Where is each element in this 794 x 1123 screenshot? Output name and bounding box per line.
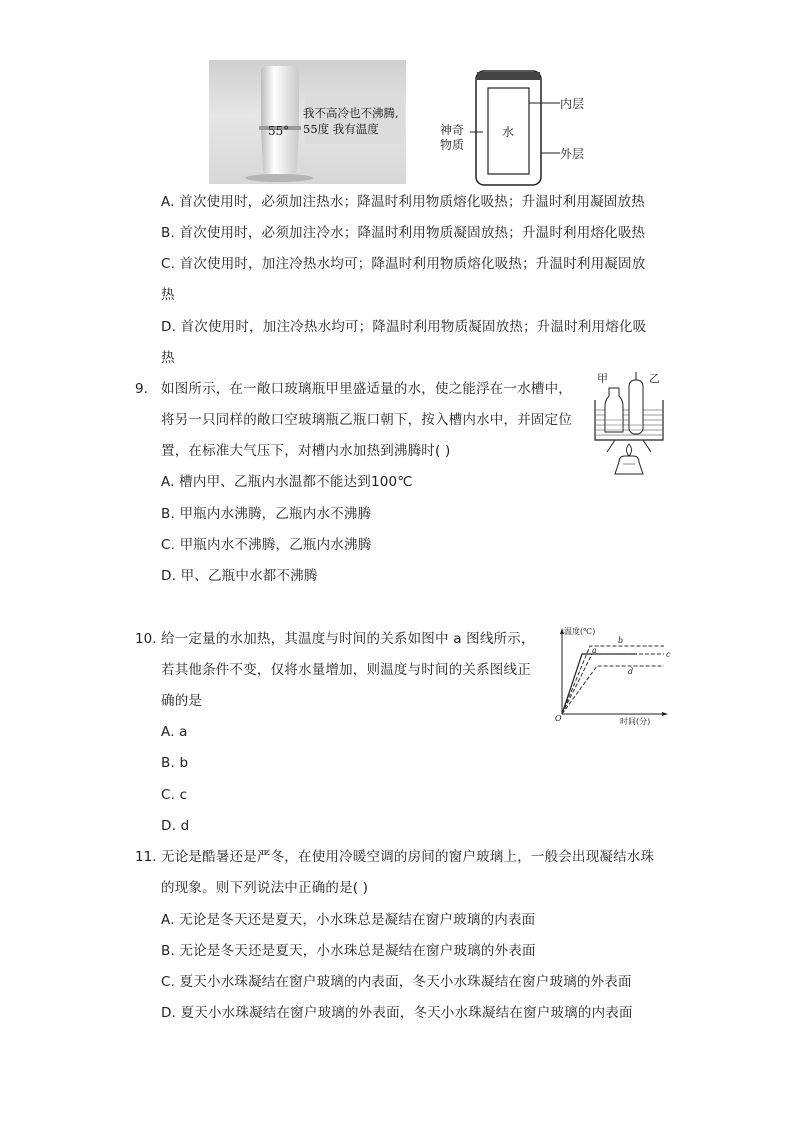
tank-drawing [589,370,669,482]
q8-option-c: C. 首次使用时，加注冷热水均可；降温时利用物质熔化吸热；升温时利用凝固放 [161,256,646,272]
water-label: 水 [502,125,515,139]
q10-option-d: D. d [161,818,190,834]
q10-stem-line1: 给一定量的水加热，其温度与时间的关系如图中 a 图线所示， [161,631,535,647]
q11-option-d: D. 夏天小水珠凝结在窗户玻璃的外表面，冬天小水珠凝结在窗户玻璃的内表面 [161,1005,633,1021]
inner-layer-label: 内层 [560,97,585,111]
cup-slogan-line2: 55度 我有温度 [303,122,379,136]
q9-option-a: A. 槽内甲、乙瓶内水温都不能达到100℃ [161,474,413,490]
q11-option-c: C. 夏天小水珠凝结在窗户玻璃的内表面，冬天小水珠凝结在窗户玻璃的外表面 [161,974,632,990]
q10-stem-line2: 若其他条件不变，仅将水量增加，则温度与时间的关系图线正 [161,662,531,678]
q10-option-b: B. b [161,755,189,771]
curve-label-b: b [618,636,624,645]
q10-stem-line3: 确的是 [161,693,203,709]
q11-stem-line1: 无论是酷暑还是严冬，在使用冷暖空调的房间的窗户玻璃上，一般会出现凝结水珠 [161,849,655,865]
q9-tank-figure [589,370,669,482]
magic-material-label-1: 神奇 [440,123,465,137]
q8-option-c-cont: 热 [161,287,175,303]
q11-option-b: B. 无论是冬天还是夏天，小水珠总是凝结在窗户玻璃的外表面 [161,943,536,959]
q9-option-c: C. 甲瓶内水不沸腾，乙瓶内水沸腾 [161,537,372,553]
cup-cross-section [436,68,596,190]
curve-label-d: d [628,667,634,676]
q11-option-a: A. 无论是冬天还是夏天，小水珠总是凝结在窗户玻璃的内表面 [161,912,536,928]
q8-option-d: D. 首次使用时，加注冷热水均可；降温时利用物质凝固放热；升温时利用熔化吸 [161,319,647,335]
cup-slogan-line1: 我不高冷也不沸腾, [303,106,399,120]
q8-option-a: A. 首次使用时，必须加注热水；降温时利用物质熔化吸热；升温时利用凝固放热 [161,194,645,210]
graph-xlabel: 时间(分) [620,717,651,726]
q10-graph [552,626,672,726]
curve-label-a: a [592,646,597,655]
graph-origin: O [555,714,562,723]
q11-number: 11. [135,849,157,865]
q10-number: 10. [135,631,157,647]
graph-drawing [552,626,672,726]
q11-stem-line2: 的现象。则下列说法中正确的是( ) [161,880,369,896]
q9-stem-line3: 置，在标准大气压下，对槽内水加热到沸腾时( ) [161,443,451,459]
cup-temp-label: 55° [268,124,290,138]
q10-option-c: C. c [161,787,188,803]
q9-option-b: B. 甲瓶内水沸腾，乙瓶内水不沸腾 [161,506,372,522]
q8-option-d-cont: 热 [161,350,175,366]
outer-layer-label: 外层 [560,147,585,161]
q9-number: 9. [135,381,148,397]
q9-option-d: D. 甲、乙瓶中水都不沸腾 [161,568,318,584]
curve-label-c: c [666,650,671,659]
graph-ylabel: 温度(℃) [564,627,596,636]
q8-option-b: B. 首次使用时，必须加注冷水；降温时利用物质凝固放热；升温时利用熔化吸热 [161,225,646,241]
magic-material-label-2: 物质 [440,138,465,152]
q10-option-a: A. a [161,724,188,740]
q9-stem-line2: 将另一只同样的敞口空玻璃瓶乙瓶口朝下，按入槽内水中，并固定位 [161,412,572,428]
q9-stem-line1: 如图所示，在一敞口玻璃瓶甲里盛适量的水，使之能浮在一水槽中， [161,381,572,397]
cup-photo [209,60,406,184]
bottle-yi-label: 乙 [649,372,660,385]
bottle-jia-label: 甲 [597,372,608,385]
